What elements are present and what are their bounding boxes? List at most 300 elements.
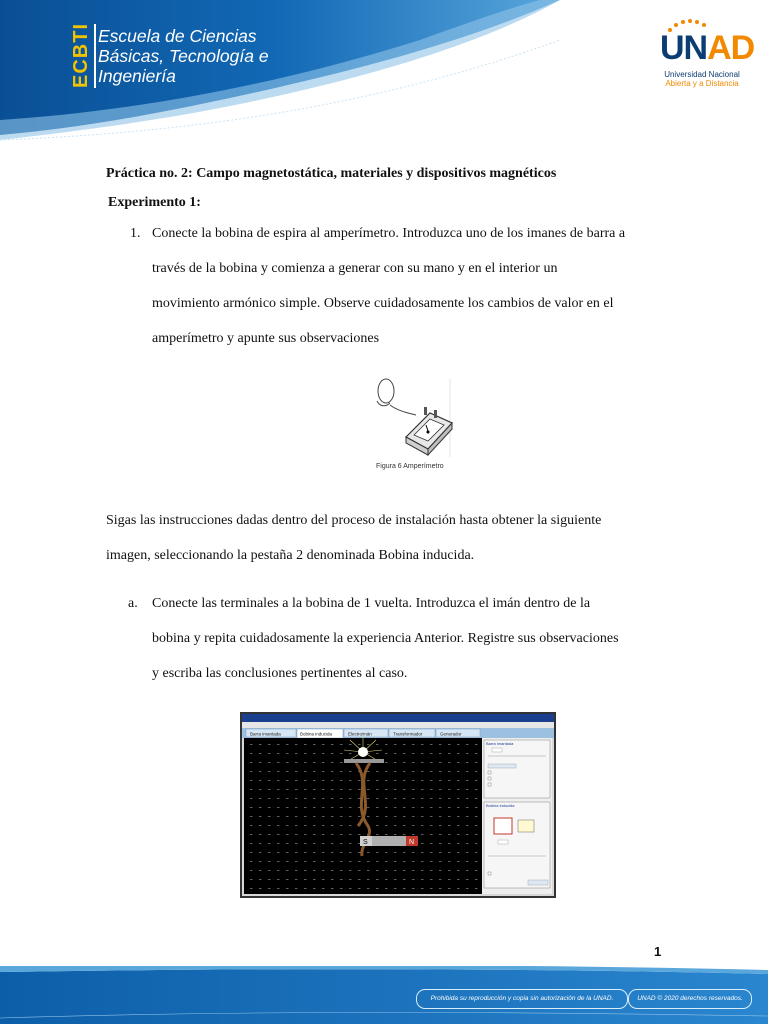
field-arrow bbox=[448, 771, 451, 772]
field-arrow bbox=[268, 780, 271, 781]
field-arrow bbox=[268, 852, 271, 853]
field-arrow bbox=[448, 744, 451, 745]
field-arrow bbox=[466, 816, 469, 817]
ammeter-icon bbox=[372, 377, 462, 463]
field-arrow bbox=[313, 780, 316, 781]
field-arrow bbox=[304, 861, 307, 862]
field-arrow bbox=[466, 807, 469, 808]
field-arrow bbox=[295, 843, 298, 844]
field-arrow bbox=[358, 870, 361, 871]
field-arrow bbox=[286, 807, 289, 808]
field-arrow bbox=[250, 870, 253, 871]
field-arrow bbox=[277, 861, 280, 862]
field-arrow bbox=[268, 825, 271, 826]
field-arrow bbox=[430, 816, 433, 817]
field-arrow bbox=[304, 852, 307, 853]
field-arrow bbox=[430, 870, 433, 871]
field-arrow bbox=[331, 753, 334, 754]
field-arrow bbox=[349, 825, 352, 826]
field-arrow bbox=[430, 879, 433, 880]
field-arrow bbox=[331, 798, 334, 799]
field-arrow bbox=[259, 816, 262, 817]
field-arrow bbox=[439, 825, 442, 826]
field-arrow bbox=[439, 816, 442, 817]
field-arrow bbox=[250, 780, 253, 781]
field-arrow bbox=[250, 843, 253, 844]
field-arrow bbox=[421, 789, 424, 790]
field-arrow bbox=[277, 870, 280, 871]
field-arrow bbox=[403, 861, 406, 862]
field-arrow bbox=[322, 843, 325, 844]
field-arrow bbox=[277, 798, 280, 799]
field-arrow bbox=[259, 807, 262, 808]
field-arrow bbox=[412, 753, 415, 754]
field-arrow bbox=[295, 861, 298, 862]
field-arrow bbox=[394, 789, 397, 790]
field-arrow bbox=[268, 834, 271, 835]
field-arrow bbox=[439, 879, 442, 880]
field-arrow bbox=[376, 807, 379, 808]
field-arrow bbox=[421, 762, 424, 763]
field-arrow bbox=[268, 807, 271, 808]
field-arrow bbox=[385, 762, 388, 763]
item-1-text: Conecte la bobina de espira al amperímetro. Introduzca uno de los imanes de barra a través de la bobina y comienza a generar con su mano y en el interior un movimiento armónico simple. Observe cuidadosamente los cambios de valor en el amperímetro y apunte sus observaciones bbox=[152, 226, 626, 346]
field-arrow bbox=[277, 816, 280, 817]
field-arrow bbox=[277, 843, 280, 844]
field-arrow bbox=[322, 888, 325, 889]
field-arrow bbox=[367, 861, 370, 862]
field-arrow bbox=[277, 762, 280, 763]
field-arrow bbox=[403, 771, 406, 772]
page-number: 1 bbox=[654, 944, 662, 959]
field-arrow bbox=[394, 780, 397, 781]
field-arrow bbox=[322, 771, 325, 772]
field-arrow bbox=[376, 888, 379, 889]
field-arrow bbox=[430, 798, 433, 799]
field-arrow bbox=[313, 888, 316, 889]
field-arrow bbox=[367, 879, 370, 880]
field-arrow bbox=[259, 762, 262, 763]
field-arrow bbox=[367, 888, 370, 889]
field-arrow bbox=[439, 771, 442, 772]
field-arrow bbox=[448, 825, 451, 826]
field-arrow bbox=[295, 798, 298, 799]
field-arrow bbox=[340, 852, 343, 853]
field-arrow bbox=[421, 879, 424, 880]
field-arrow bbox=[349, 744, 352, 745]
field-arrow bbox=[313, 744, 316, 745]
field-arrow bbox=[376, 861, 379, 862]
field-arrow bbox=[313, 852, 316, 853]
field-arrow bbox=[430, 762, 433, 763]
field-arrow bbox=[475, 780, 478, 781]
field-arrow bbox=[466, 852, 469, 853]
svg-text:Bobina inducida: Bobina inducida bbox=[300, 731, 333, 737]
field-arrow bbox=[322, 789, 325, 790]
experiment-heading: Experimento 1: bbox=[108, 195, 201, 210]
field-arrow bbox=[421, 825, 424, 826]
svg-text:N: N bbox=[409, 839, 415, 846]
field-arrow bbox=[412, 798, 415, 799]
field-arrow bbox=[448, 870, 451, 871]
field-arrow bbox=[421, 888, 424, 889]
field-arrow bbox=[277, 825, 280, 826]
field-arrow bbox=[457, 762, 460, 763]
field-arrow bbox=[448, 888, 451, 889]
field-arrow bbox=[286, 879, 289, 880]
field-arrow bbox=[322, 834, 325, 835]
field-arrow bbox=[457, 852, 460, 853]
field-arrow bbox=[394, 771, 397, 772]
field-arrow bbox=[457, 843, 460, 844]
item-1-number: 1. bbox=[130, 226, 141, 241]
field-arrow bbox=[376, 789, 379, 790]
field-arrow bbox=[349, 807, 352, 808]
practice-title: Práctica no. 2: Campo magnetostática, materiales y dispositivos magnéticos bbox=[106, 166, 557, 181]
field-arrow bbox=[259, 843, 262, 844]
field-arrow bbox=[331, 825, 334, 826]
field-arrow bbox=[250, 762, 253, 763]
field-arrow bbox=[331, 816, 334, 817]
field-arrow bbox=[259, 771, 262, 772]
field-arrow bbox=[304, 753, 307, 754]
field-arrow bbox=[340, 807, 343, 808]
field-arrow bbox=[322, 816, 325, 817]
field-arrow bbox=[475, 798, 478, 799]
field-arrow bbox=[304, 834, 307, 835]
field-arrow bbox=[475, 861, 478, 862]
field-arrow bbox=[412, 780, 415, 781]
field-arrow bbox=[286, 816, 289, 817]
field-arrow bbox=[268, 843, 271, 844]
field-arrow bbox=[286, 789, 289, 790]
field-arrow bbox=[466, 879, 469, 880]
field-arrow bbox=[448, 789, 451, 790]
field-arrow bbox=[385, 879, 388, 880]
field-arrow bbox=[295, 852, 298, 853]
field-arrow bbox=[430, 843, 433, 844]
field-arrow bbox=[286, 744, 289, 745]
field-arrow bbox=[304, 807, 307, 808]
field-arrow bbox=[412, 807, 415, 808]
field-arrow bbox=[394, 852, 397, 853]
field-arrow bbox=[304, 789, 307, 790]
field-arrow bbox=[385, 744, 388, 745]
field-arrow bbox=[385, 816, 388, 817]
instructions-paragraph: Sigas las instrucciones dadas dentro del proceso de instalación hasta obtener la siguiente imagen, seleccionando la pestaña 2 denominada Bobina inducida. bbox=[106, 513, 602, 563]
field-arrow bbox=[439, 789, 442, 790]
field-arrow bbox=[349, 834, 352, 835]
field-arrow bbox=[466, 744, 469, 745]
header-divider bbox=[94, 24, 96, 88]
field-arrow bbox=[250, 888, 253, 889]
field-arrow bbox=[250, 816, 253, 817]
field-arrow bbox=[385, 780, 388, 781]
field-arrow bbox=[403, 798, 406, 799]
field-arrow bbox=[295, 807, 298, 808]
field-arrow bbox=[439, 744, 442, 745]
field-arrow bbox=[259, 888, 262, 889]
field-arrow bbox=[340, 789, 343, 790]
field-arrow bbox=[412, 879, 415, 880]
field-arrow bbox=[412, 861, 415, 862]
field-arrow bbox=[268, 861, 271, 862]
field-arrow bbox=[304, 762, 307, 763]
field-arrow bbox=[349, 852, 352, 853]
field-arrow bbox=[340, 780, 343, 781]
field-arrow bbox=[430, 861, 433, 862]
field-arrow bbox=[475, 870, 478, 871]
field-arrow bbox=[466, 861, 469, 862]
field-arrow bbox=[313, 816, 316, 817]
field-arrow bbox=[439, 870, 442, 871]
field-arrow bbox=[457, 780, 460, 781]
field-arrow bbox=[259, 879, 262, 880]
school-name: Escuela de Ciencias Básicas, Tecnología e Ingeniería bbox=[98, 26, 269, 86]
field-arrow bbox=[331, 834, 334, 835]
field-arrow bbox=[349, 870, 352, 871]
field-arrow bbox=[331, 852, 334, 853]
field-arrow bbox=[259, 753, 262, 754]
field-arrow bbox=[421, 834, 424, 835]
field-arrow bbox=[286, 861, 289, 862]
field-arrow bbox=[430, 780, 433, 781]
field-arrow bbox=[313, 807, 316, 808]
field-arrow bbox=[340, 816, 343, 817]
field-arrow bbox=[475, 834, 478, 835]
field-arrow bbox=[313, 834, 316, 835]
field-arrow bbox=[376, 753, 379, 754]
field-arrow bbox=[385, 771, 388, 772]
field-arrow bbox=[349, 753, 352, 754]
field-arrow bbox=[313, 789, 316, 790]
logo-wordmark: UNAD bbox=[660, 29, 755, 67]
field-arrow bbox=[367, 870, 370, 871]
field-arrow bbox=[421, 852, 424, 853]
field-arrow bbox=[448, 879, 451, 880]
field-arrow bbox=[421, 843, 424, 844]
field-arrow bbox=[475, 852, 478, 853]
field-arrow bbox=[448, 843, 451, 844]
field-arrow bbox=[376, 798, 379, 799]
field-arrow bbox=[268, 789, 271, 790]
field-arrow bbox=[304, 798, 307, 799]
field-arrow bbox=[331, 888, 334, 889]
field-arrow bbox=[376, 771, 379, 772]
field-arrow bbox=[367, 807, 370, 808]
field-arrow bbox=[367, 780, 370, 781]
field-arrow bbox=[457, 816, 460, 817]
field-arrow bbox=[304, 888, 307, 889]
field-arrow bbox=[439, 843, 442, 844]
field-arrow bbox=[277, 753, 280, 754]
field-arrow bbox=[412, 834, 415, 835]
field-arrow bbox=[331, 780, 334, 781]
field-arrow bbox=[286, 753, 289, 754]
field-arrow bbox=[448, 807, 451, 808]
field-arrow bbox=[295, 870, 298, 871]
field-arrow bbox=[430, 789, 433, 790]
svg-text:Electroimán: Electroimán bbox=[348, 731, 372, 737]
field-arrow bbox=[268, 771, 271, 772]
field-arrow bbox=[286, 798, 289, 799]
field-arrow bbox=[403, 753, 406, 754]
field-arrow bbox=[250, 798, 253, 799]
field-arrow bbox=[430, 744, 433, 745]
field-arrow bbox=[358, 852, 361, 853]
field-arrow bbox=[340, 888, 343, 889]
field-arrow bbox=[367, 771, 370, 772]
field-arrow bbox=[421, 771, 424, 772]
field-arrow bbox=[394, 870, 397, 871]
field-arrow bbox=[358, 789, 361, 790]
field-arrow bbox=[394, 744, 397, 745]
field-arrow bbox=[322, 870, 325, 871]
field-arrow bbox=[322, 744, 325, 745]
field-arrow bbox=[358, 816, 361, 817]
field-arrow bbox=[322, 807, 325, 808]
field-arrow bbox=[250, 861, 253, 862]
ammeter-figure bbox=[372, 377, 462, 475]
field-arrow bbox=[466, 825, 469, 826]
field-arrow bbox=[448, 852, 451, 853]
field-arrow bbox=[358, 888, 361, 889]
field-arrow bbox=[322, 861, 325, 862]
field-arrow bbox=[385, 888, 388, 889]
field-arrow bbox=[259, 870, 262, 871]
field-arrow bbox=[340, 861, 343, 862]
field-arrow bbox=[412, 744, 415, 745]
field-arrow bbox=[403, 888, 406, 889]
field-arrow bbox=[331, 879, 334, 880]
field-arrow bbox=[457, 771, 460, 772]
field-arrow bbox=[313, 771, 316, 772]
field-arrow bbox=[268, 888, 271, 889]
field-arrow bbox=[475, 807, 478, 808]
field-arrow bbox=[457, 870, 460, 871]
field-arrow bbox=[475, 888, 478, 889]
field-arrow bbox=[277, 771, 280, 772]
field-arrow bbox=[358, 879, 361, 880]
field-arrow bbox=[268, 870, 271, 871]
field-arrow bbox=[313, 825, 316, 826]
field-arrow bbox=[358, 780, 361, 781]
field-arrow bbox=[340, 870, 343, 871]
field-arrow bbox=[376, 744, 379, 745]
svg-text:S: S bbox=[363, 839, 368, 846]
field-arrow bbox=[286, 825, 289, 826]
field-arrow bbox=[412, 816, 415, 817]
field-arrow bbox=[277, 780, 280, 781]
field-arrow bbox=[439, 798, 442, 799]
field-arrow bbox=[394, 816, 397, 817]
field-arrow bbox=[304, 816, 307, 817]
field-arrow bbox=[466, 762, 469, 763]
field-arrow bbox=[322, 825, 325, 826]
field-arrow bbox=[421, 744, 424, 745]
field-arrow bbox=[268, 744, 271, 745]
field-arrow bbox=[439, 834, 442, 835]
field-arrow bbox=[439, 762, 442, 763]
field-arrow bbox=[457, 807, 460, 808]
field-arrow bbox=[457, 888, 460, 889]
field-arrow bbox=[475, 771, 478, 772]
field-arrow bbox=[295, 816, 298, 817]
field-arrow bbox=[430, 852, 433, 853]
simulation-image bbox=[242, 714, 554, 896]
field-arrow bbox=[448, 861, 451, 862]
field-arrow bbox=[475, 879, 478, 880]
field-arrow bbox=[376, 825, 379, 826]
field-arrow bbox=[277, 834, 280, 835]
field-arrow bbox=[340, 798, 343, 799]
field-arrow bbox=[277, 879, 280, 880]
field-arrow bbox=[439, 861, 442, 862]
field-arrow bbox=[295, 753, 298, 754]
simulation-screenshot bbox=[240, 712, 556, 898]
field-arrow bbox=[295, 879, 298, 880]
field-arrow bbox=[331, 807, 334, 808]
field-arrow bbox=[412, 825, 415, 826]
field-arrow bbox=[286, 852, 289, 853]
field-arrow bbox=[466, 870, 469, 871]
field-arrow bbox=[277, 852, 280, 853]
field-arrow bbox=[403, 852, 406, 853]
field-arrow bbox=[295, 780, 298, 781]
field-arrow bbox=[385, 753, 388, 754]
footer-notice: Prohibida su reproducción y copia sin autorización de la UNAD. bbox=[416, 989, 628, 1009]
field-arrow bbox=[466, 843, 469, 844]
field-arrow bbox=[421, 798, 424, 799]
field-arrow bbox=[412, 870, 415, 871]
field-arrow bbox=[277, 789, 280, 790]
logo-subtitle-1: Universidad Nacional bbox=[664, 70, 740, 79]
field-arrow bbox=[448, 834, 451, 835]
field-arrow bbox=[349, 843, 352, 844]
field-arrow bbox=[304, 843, 307, 844]
field-arrow bbox=[277, 807, 280, 808]
field-arrow bbox=[466, 780, 469, 781]
field-arrow bbox=[313, 798, 316, 799]
field-arrow bbox=[448, 780, 451, 781]
field-arrow bbox=[340, 834, 343, 835]
field-arrow bbox=[349, 780, 352, 781]
field-arrow bbox=[304, 879, 307, 880]
field-arrow bbox=[439, 780, 442, 781]
field-arrow bbox=[268, 753, 271, 754]
field-arrow bbox=[403, 816, 406, 817]
field-arrow bbox=[313, 861, 316, 862]
field-arrow bbox=[376, 852, 379, 853]
field-arrow bbox=[367, 852, 370, 853]
field-arrow bbox=[457, 825, 460, 826]
field-arrow bbox=[412, 888, 415, 889]
field-arrow bbox=[430, 825, 433, 826]
field-arrow bbox=[250, 807, 253, 808]
field-arrow bbox=[466, 789, 469, 790]
field-arrow bbox=[331, 771, 334, 772]
figure-caption: Figura 6 Amperímetro bbox=[376, 463, 444, 470]
field-arrow bbox=[295, 771, 298, 772]
field-arrow bbox=[295, 825, 298, 826]
field-arrow bbox=[457, 798, 460, 799]
field-arrow bbox=[385, 807, 388, 808]
field-arrow bbox=[385, 789, 388, 790]
field-arrow bbox=[304, 771, 307, 772]
field-arrow bbox=[448, 798, 451, 799]
field-arrow bbox=[466, 771, 469, 772]
field-arrow bbox=[466, 798, 469, 799]
